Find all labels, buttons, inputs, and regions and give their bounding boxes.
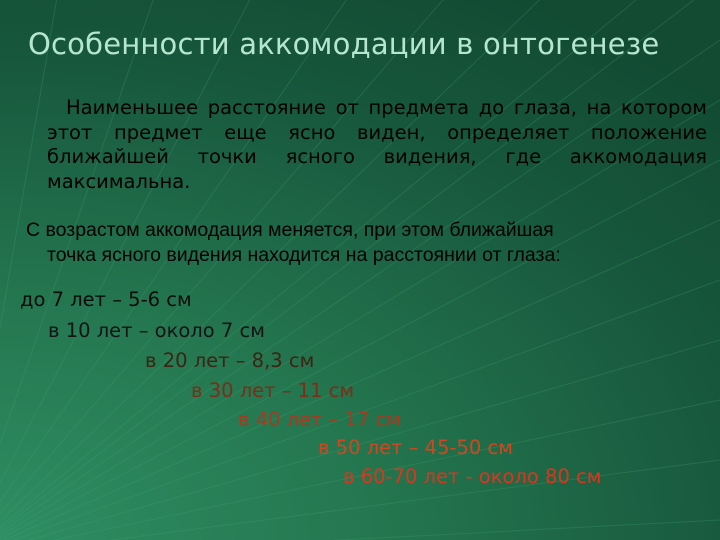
age-item-10: в 10 лет – около 7 см (48, 319, 265, 342)
age-intro-line-1: С возрастом аккомодация меняется, при этом ближайшая (26, 219, 554, 241)
age-item-60-70: в 60-70 лет - около 80 см (343, 465, 602, 488)
definition-paragraph: Наименьшее расстояние от предмета до глаза, на котором этот предмет еще ясно виден, определяет положение ближайшей точки ясного видения, где аккомодация максимальна. (47, 96, 707, 193)
age-distance-list (0, 286, 720, 526)
age-item-20: в 20 лет – 8,3 см (145, 349, 315, 372)
age-item-40: в 40 лет – 17 см (238, 408, 402, 431)
age-item-30: в 30 лет – 11 см (191, 379, 355, 402)
age-item-up-to-7: до 7 лет – 5-6 см (20, 288, 192, 311)
age-item-50: в 50 лет – 45-50 см (318, 436, 513, 459)
age-intro-paragraph (26, 218, 710, 268)
age-intro-line-2: точка ясного видения находится на расстоянии от глаза: (47, 244, 561, 266)
slide-title: Особенности аккомодации в онтогенезе (28, 27, 660, 61)
